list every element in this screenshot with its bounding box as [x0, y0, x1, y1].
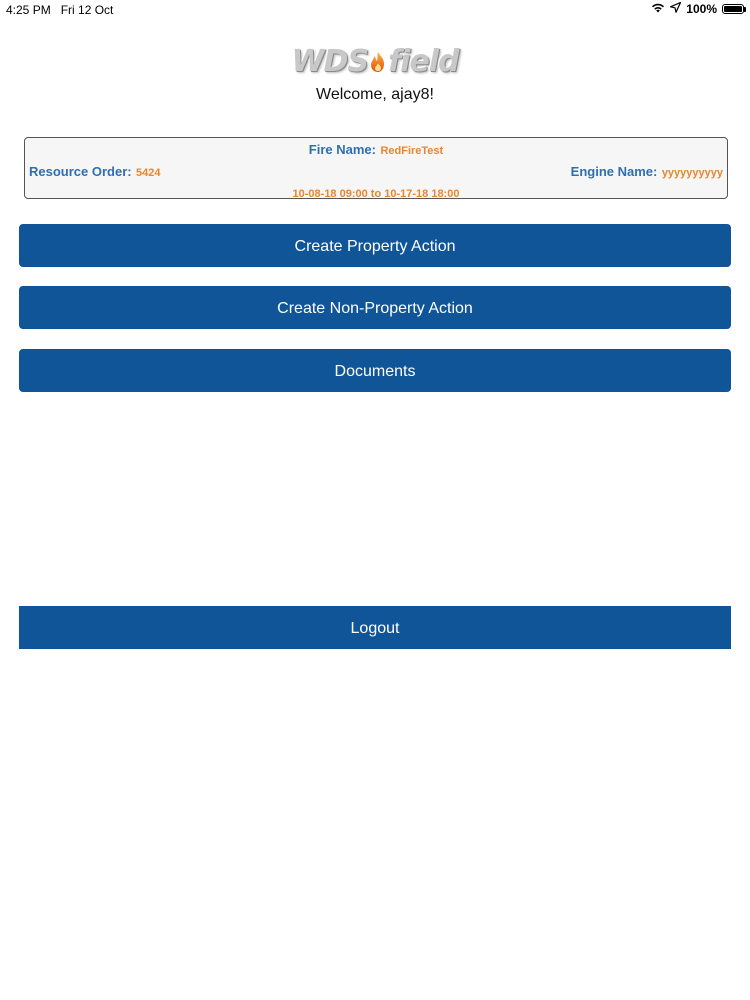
location-arrow-icon [670, 2, 681, 16]
status-bar [0, 0, 750, 20]
welcome-text: Welcome, ajay8! [316, 86, 434, 103]
fire-info-panel [24, 137, 728, 199]
resource-order-value: 5424 [136, 167, 161, 179]
create-property-action-button[interactable]: Create Property Action [19, 224, 731, 267]
fire-name-value: RedFireTest [380, 145, 444, 157]
wdsfield-logo [0, 42, 750, 82]
status-left [6, 3, 113, 17]
status-time: 4:25 PM [6, 3, 51, 17]
engine-name-row [571, 163, 723, 181]
status-date: Fri 12 Oct [60, 3, 114, 17]
fire-name-label: Fire Name: [308, 142, 376, 157]
resource-order-row [29, 163, 161, 181]
status-right [651, 2, 744, 16]
logo-text-wds: WDS [291, 44, 369, 79]
flame-icon [369, 44, 387, 66]
battery-percent: 100% [686, 2, 717, 16]
engine-name-value: yyyyyyyyyy [661, 167, 723, 179]
wifi-icon [651, 2, 665, 16]
logo-text-field: field [388, 44, 459, 79]
logout-button[interactable]: Logout [19, 606, 731, 649]
documents-button[interactable]: Documents [19, 349, 731, 392]
date-range-row [25, 184, 727, 202]
engine-name-label: Engine Name: [570, 164, 658, 179]
resource-order-label: Resource Order: [29, 164, 132, 179]
create-non-property-action-button[interactable]: Create Non-Property Action [19, 286, 731, 329]
battery-icon [722, 4, 744, 14]
fire-name-row [25, 141, 727, 159]
date-range-value: 10-08-18 09:00 to 10-17-18 18:00 [292, 188, 460, 200]
battery-fill [724, 6, 742, 12]
